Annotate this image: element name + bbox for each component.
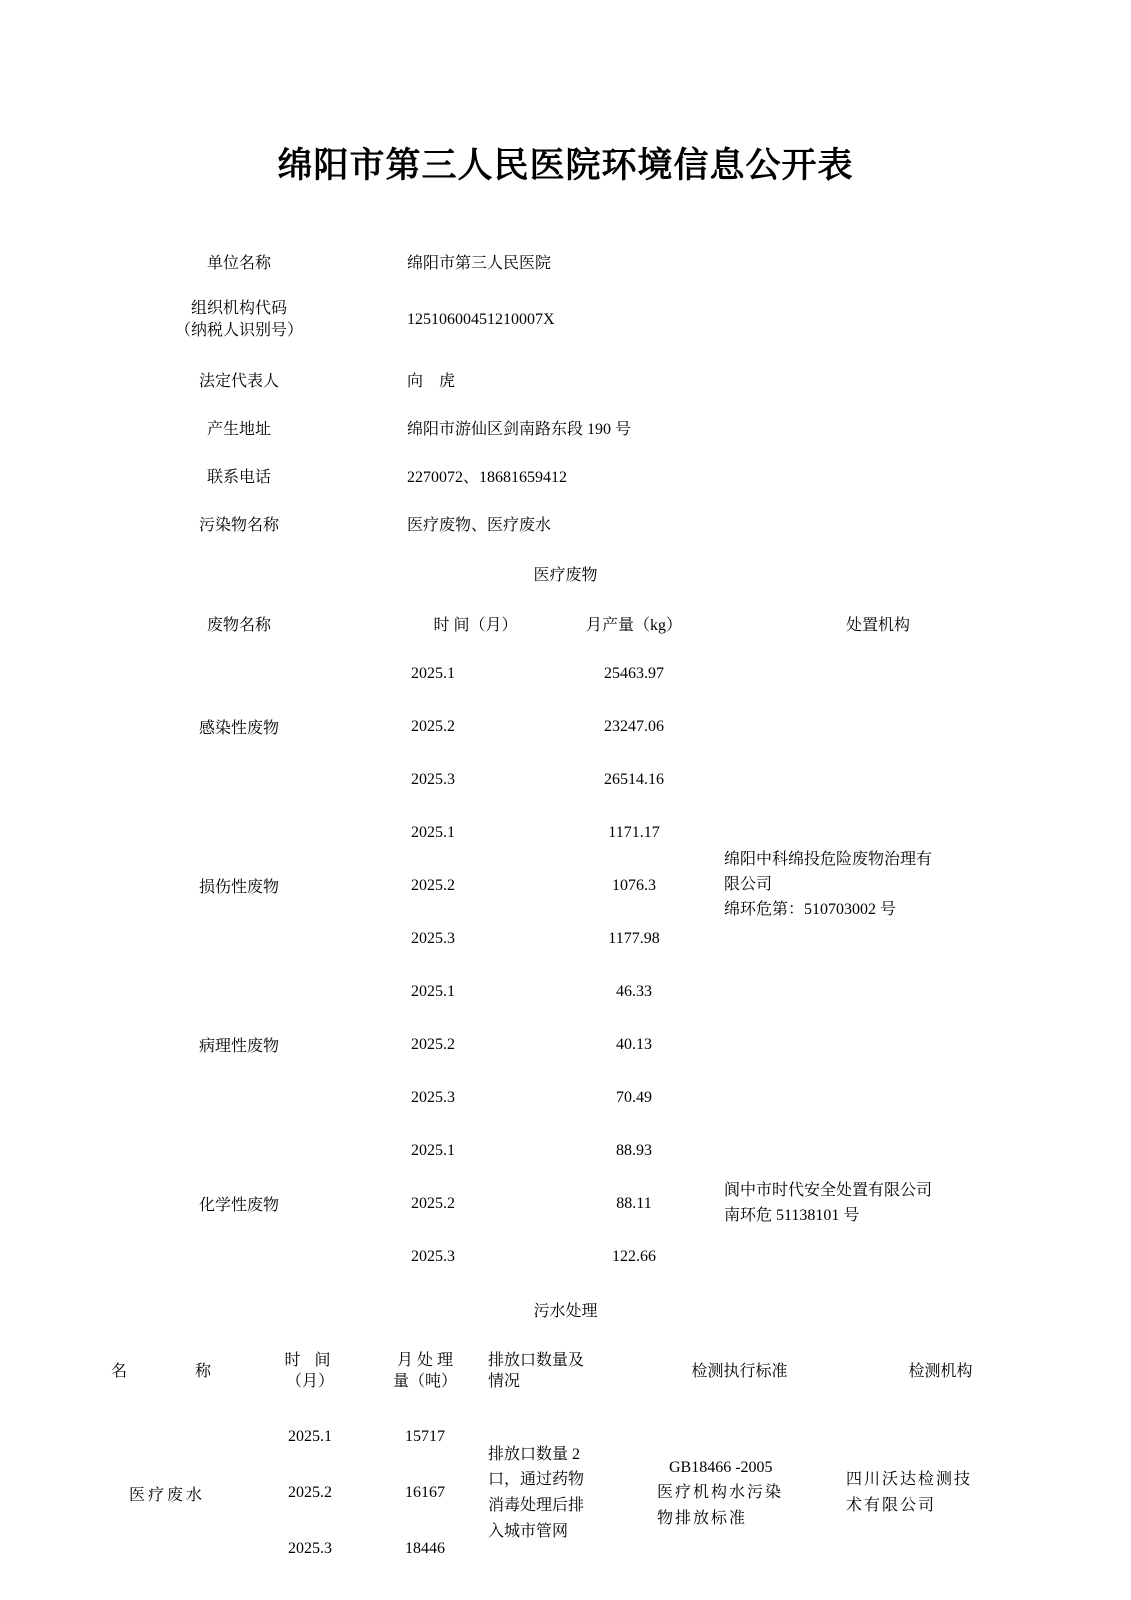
table-row [84, 1409, 1047, 1465]
disposal-org-2-line2: 南环危 51138101 号 [724, 1206, 860, 1224]
month-cell: 2025.3 [411, 929, 455, 947]
table-row-phone [85, 451, 1046, 499]
month-cell: 2025.2 [411, 717, 455, 735]
ww-month-cell: 2025.2 [288, 1484, 332, 1501]
label-phone: 联系电话 [206, 468, 271, 486]
value-pollutant-name: 医疗废物、医疗废水 [407, 516, 552, 534]
label-org-code-line2: （纳税人识别号） [174, 322, 303, 339]
table-row-unit-name [85, 237, 1046, 285]
ww-month-cell: 2025.3 [288, 1540, 332, 1557]
waste-name-pathological: 病理性废物 [198, 1038, 279, 1055]
value-org-code: 12510600451210007X [407, 311, 555, 328]
column-header-ww-time [250, 1335, 370, 1409]
ww-amount-cell: 18446 [405, 1540, 445, 1557]
wastewater-table [84, 1335, 1047, 1577]
column-header-ww-name [84, 1335, 250, 1409]
wastewater-name: 医疗废水 [128, 1486, 205, 1504]
wastewater-table-container-row [85, 1335, 1046, 1577]
disposal-org-1-line2: 限公司 [724, 876, 773, 894]
waste-name-injurious: 损伤性废物 [198, 879, 279, 896]
table-row [85, 1124, 1046, 1177]
column-header-ww-time-line1: 时 间 [284, 1352, 336, 1370]
amount-cell: 70.49 [616, 1088, 652, 1106]
environment-disclosure-table [85, 237, 1046, 1577]
label-pollutant-name: 污染物名称 [198, 516, 279, 534]
standard-line3: 物排放标准 [657, 1509, 748, 1527]
section-header-medical-waste [85, 547, 1046, 599]
column-header-ww-outlet-line2: 情况 [488, 1373, 521, 1390]
agency-line2: 术有限公司 [846, 1497, 937, 1514]
ww-amount-cell: 16167 [405, 1484, 445, 1501]
value-legal-rep: 向 虎 [407, 372, 456, 390]
amount-cell: 23247.06 [604, 717, 664, 735]
section-title-wastewater: 污水处理 [533, 1302, 598, 1320]
disposal-org-2 [710, 1124, 1046, 1283]
column-header-ww-standard: 检测执行标准 [691, 1362, 788, 1380]
table-row-legal-rep [85, 355, 1046, 403]
column-header-time: 时 间（月） [433, 616, 518, 634]
month-cell: 2025.1 [411, 664, 455, 682]
page-title: 绵阳市第三人民医院环境信息公开表 [277, 146, 854, 185]
disposal-org-1-line1: 绵阳中科绵投危险废物治理有 [724, 851, 933, 869]
outlet-info-line4: 入城市管网 [488, 1522, 569, 1540]
value-unit-name: 绵阳市第三人民医院 [407, 254, 552, 272]
amount-cell: 46.33 [616, 982, 652, 1000]
amount-cell: 26514.16 [604, 770, 664, 788]
column-header-ww-amount [370, 1335, 480, 1409]
ww-month-cell: 2025.1 [288, 1428, 332, 1445]
month-cell: 2025.2 [411, 1035, 455, 1053]
wastewater-table-cell [85, 1335, 1046, 1577]
month-cell: 2025.1 [411, 823, 455, 841]
month-cell: 2025.3 [411, 770, 455, 788]
column-header-ww-outlet-line1: 排放口数量及 [488, 1352, 585, 1370]
environment-disclosure-table-clip [0, 237, 1131, 1557]
waste-name-infectious: 感染性废物 [198, 720, 279, 737]
wastewater-outlet-info [480, 1409, 645, 1577]
column-header-ww-agency: 检测机构 [908, 1362, 973, 1380]
disposal-org-1 [710, 647, 1046, 1124]
column-header-row-medical-waste [85, 599, 1046, 647]
disposal-org-2-line1: 阆中市时代安全处置有限公司 [724, 1181, 933, 1199]
amount-cell: 88.93 [616, 1141, 652, 1159]
section-title-medical-waste: 医疗废物 [533, 566, 598, 584]
label-address: 产生地址 [206, 420, 271, 438]
month-cell: 2025.1 [411, 982, 455, 1000]
column-header-ww-outlet [480, 1335, 645, 1409]
outlet-info-line2: 口，通过药物 [488, 1471, 585, 1489]
column-header-amount: 月产量（kg） [585, 616, 682, 634]
column-header-ww-amount-line1: 月 处 理 [396, 1352, 453, 1370]
ww-amount-cell: 15717 [405, 1428, 445, 1445]
outlet-info-line1: 排放口数量 2 [488, 1445, 581, 1463]
section-header-wastewater [85, 1283, 1046, 1335]
wastewater-standard [645, 1409, 834, 1577]
amount-cell: 1171.17 [608, 823, 660, 841]
label-unit-name: 单位名称 [206, 254, 271, 272]
value-address: 绵阳市游仙区剑南路东段 190 号 [407, 420, 632, 438]
column-header-waste-name: 废物名称 [206, 616, 271, 634]
table-row-address [85, 403, 1046, 451]
table-row [85, 647, 1046, 700]
column-header-ww-amount-line2: 量（吨） [392, 1373, 457, 1390]
label-legal-rep: 法定代表人 [198, 372, 279, 390]
amount-cell: 40.13 [616, 1035, 652, 1053]
outlet-info-line3: 消毒处理后排 [488, 1497, 585, 1514]
month-cell: 2025.2 [411, 1194, 455, 1212]
value-phone: 2270072、18681659412 [407, 468, 568, 486]
label-org-code-line1: 组织机构代码 [190, 300, 287, 318]
table-row-org-code [85, 285, 1046, 355]
amount-cell: 1076.3 [612, 876, 656, 894]
month-cell: 2025.3 [411, 1247, 455, 1265]
wastewater-agency [834, 1409, 1047, 1577]
column-header-row-wastewater [84, 1335, 1047, 1409]
label-org-code [85, 285, 393, 355]
amount-cell: 88.11 [616, 1194, 652, 1212]
agency-line1: 四川沃达检测技 [846, 1471, 973, 1489]
amount-cell: 25463.97 [604, 664, 664, 682]
standard-line1: GB18466 -2005 [669, 1458, 773, 1476]
column-header-ww-name-text: 名 称 [110, 1362, 223, 1380]
month-cell: 2025.1 [411, 1141, 455, 1159]
column-header-disposal-org: 处置机构 [845, 616, 910, 634]
amount-cell: 122.66 [612, 1247, 656, 1265]
month-cell: 2025.3 [411, 1088, 455, 1106]
table-row-pollutant-name [85, 499, 1046, 547]
waste-name-chemical: 化学性废物 [198, 1197, 279, 1214]
month-cell: 2025.2 [411, 876, 455, 894]
standard-line2: 医疗机构水污染 [657, 1484, 784, 1502]
amount-cell: 1177.98 [608, 929, 660, 947]
column-header-ww-time-line2: （月） [285, 1373, 334, 1390]
disposal-org-1-line3: 绵环危第：510703002 号 [724, 900, 897, 918]
